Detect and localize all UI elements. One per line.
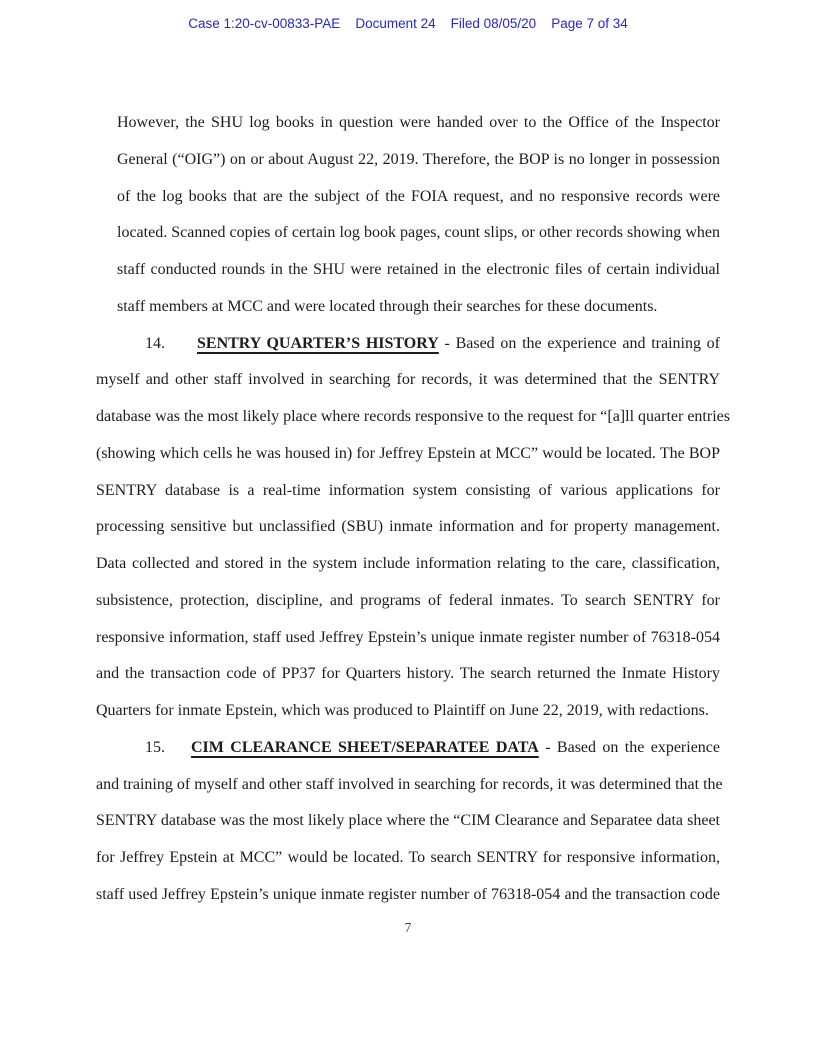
text-line: responsive information, staff used Jeffrey Epstein’s unique inmate register number of 76318-054 [96, 628, 720, 646]
document-body [96, 105, 730, 914]
paragraph-number: 14. [145, 334, 165, 352]
heading-rest: - Based on the experience and training of [438, 334, 721, 352]
header-document-number: Document 24 [355, 16, 436, 31]
text-line: and the transaction code of PP37 for Quarters history. The search returned the Inmate History [96, 665, 720, 683]
text-line: Quarters for inmate Epstein, which was produced to Plaintiff on June 22, 2019, with redactions. [96, 702, 709, 719]
header-case-number: Case 1:20-cv-00833-PAE [188, 16, 341, 31]
text-line: General (“OIG”) on or about August 22, 2019. Therefore, the BOP is no longer in possession [117, 150, 720, 168]
text-line [96, 730, 720, 767]
text-line: processing sensitive but unclassified (SBU) inmate information and for property management. [96, 518, 720, 536]
header-page-count: Page 7 of 34 [551, 16, 628, 31]
text-line: database was the most likely place where records responsive to the request for “[a]ll quarter entries [96, 408, 730, 425]
paragraph-number: 15. [145, 738, 165, 756]
paragraph-15 [96, 730, 723, 914]
text-line: staff conducted rounds in the SHU were retained in the electronic files of certain individual [117, 261, 720, 278]
text-line: for Jeffrey Epstein at MCC” would be located. To search SENTRY for responsive information, [96, 849, 720, 866]
text-line: located. Scanned copies of certain log book pages, count slips, or other records showing when [117, 224, 720, 242]
paragraph-heading: CIM CLEARANCE SHEET/SEPARATEE DATA [191, 738, 539, 756]
header-filed-date: Filed 08/05/20 [450, 16, 537, 31]
text-line: SENTRY database is a real-time information system consisting of various applications for [96, 481, 720, 499]
text-line: staff used Jeffrey Epstein’s unique inmate register number of 76318-054 and the transaction code [96, 885, 720, 903]
text-line: (showing which cells he was housed in) for Jeffrey Epstein at MCC” would be located. The BOP [96, 444, 720, 462]
text-line: of the log books that are the subject of the FOIA request, and no responsive records were [117, 187, 720, 205]
paragraph-heading: SENTRY QUARTER’S HISTORY [197, 334, 439, 352]
text-line: SENTRY database was the most likely place where the “CIM Clearance and Separatee data sheet [96, 812, 720, 830]
text-line [96, 326, 720, 363]
heading-rest: - Based on the experience [538, 738, 721, 756]
text-line: Data collected and stored in the system include information relating to the care, classification, [96, 555, 720, 572]
text-line: myself and other staff involved in searching for records, it was determined that the SENTRY [96, 371, 720, 389]
case-header [0, 16, 816, 31]
text-line: However, the SHU log books in question were handed over to the Office of the Inspector [117, 114, 720, 131]
text-line: subsistence, protection, discipline, and programs of federal inmates. To search SENTRY for [96, 591, 720, 609]
text-line: and training of myself and other staff involved in searching for records, it was determined that the [96, 775, 723, 793]
paragraph-14 [96, 326, 730, 730]
page-number-footer: 7 [404, 920, 412, 935]
paragraph-continuation [117, 105, 720, 326]
text-line: staff members at MCC and were located through their searches for these documents. [117, 297, 658, 315]
